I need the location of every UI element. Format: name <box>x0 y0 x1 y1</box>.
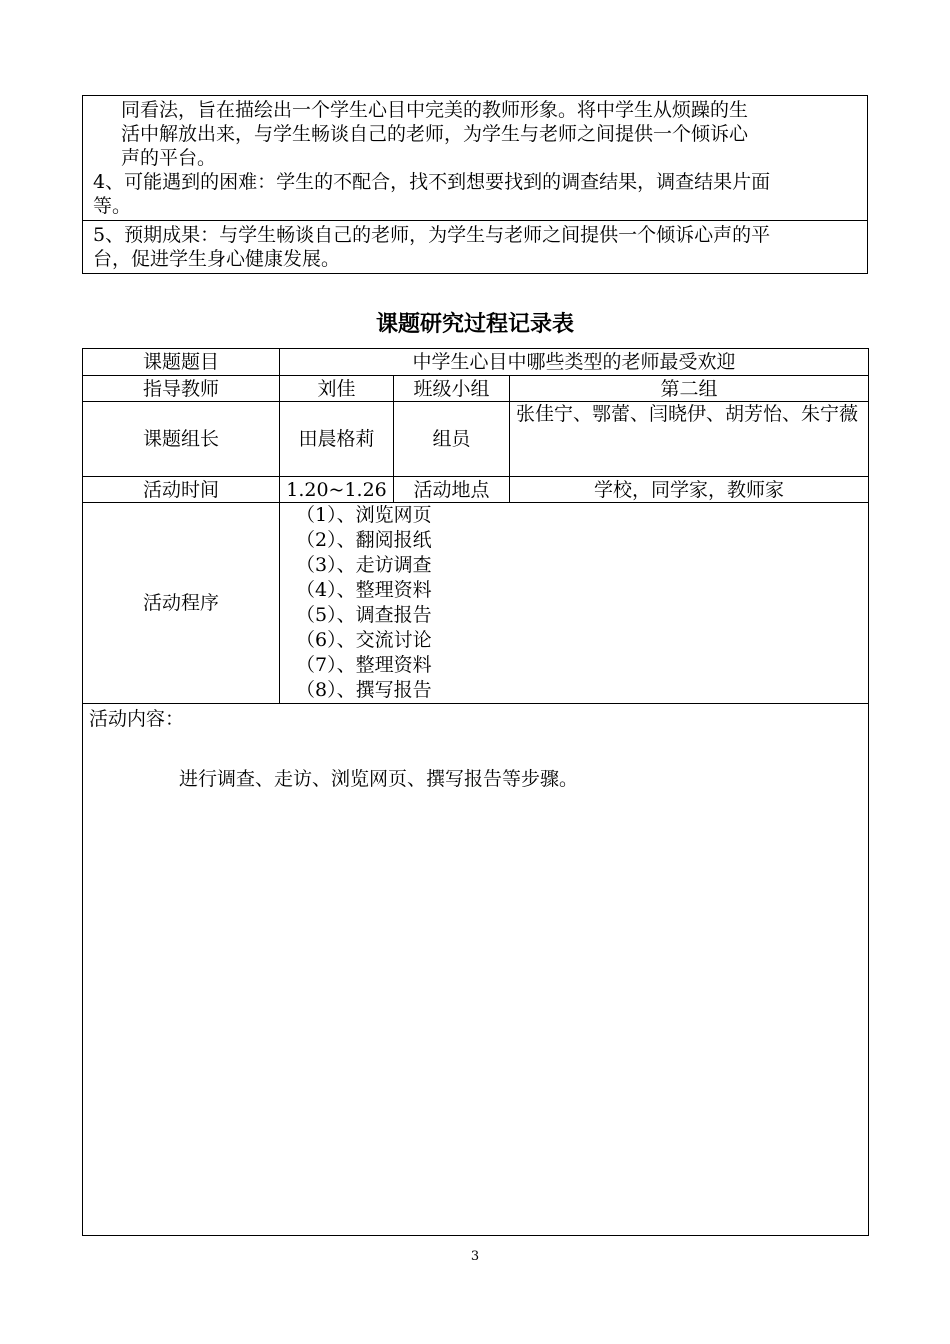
place-value: 学校，同学家，教师家 <box>510 477 869 503</box>
purpose-line-3: 声的平台。 <box>121 147 217 169</box>
procedure-step: （2）、翻阅报纸 <box>296 529 432 551</box>
group-label: 班级小组 <box>394 376 510 402</box>
topic-value: 中学生心目中哪些类型的老师最受欢迎 <box>280 349 869 376</box>
outcome-line-1: 5、预期成果：与学生畅谈自己的老师，为学生与老师之间提供一个倾诉心声的平 <box>93 224 771 246</box>
procedure-step: （7）、整理资料 <box>296 654 432 676</box>
time-place-row <box>83 477 869 503</box>
procedure-step: （6）、交流讨论 <box>296 629 432 651</box>
procedure-step: （3）、走访调查 <box>296 554 432 576</box>
purpose-continuation <box>83 96 867 220</box>
place-label: 活动地点 <box>394 477 510 503</box>
procedure-step: （8）、撰写报告 <box>296 679 432 701</box>
topic-label: 课题题目 <box>83 349 280 376</box>
members-value: 张佳宁、鄂蕾、闫晓伊、胡芳怡、朱宁薇 <box>510 402 869 477</box>
teacher-row <box>83 376 869 402</box>
page-number: 3 <box>470 1249 480 1264</box>
procedure-step: （5）、调查报告 <box>296 604 432 626</box>
purpose-line-2: 活中解放出来，与学生畅谈自己的老师，为学生与老师之间提供一个倾诉心 <box>121 123 749 145</box>
content-cell <box>83 704 869 1236</box>
difficulty-line-1: 4、可能遇到的困难：学生的不配合，找不到想要找到的调查结果，调查结果片面 <box>93 171 771 193</box>
leader-row <box>83 402 869 477</box>
members-label: 组员 <box>394 402 510 477</box>
outcome-line-2: 台，促进学生身心健康发展。 <box>93 248 341 270</box>
content-text: 进行调查、走访、浏览网页、撰写报告等步骤。 <box>179 768 579 790</box>
time-value: 1.20~1.26 <box>280 477 394 503</box>
research-record-table <box>82 348 869 1236</box>
leader-value: 田晨格莉 <box>280 402 394 477</box>
project-plan-continuation <box>82 95 868 274</box>
topic-row <box>83 349 869 376</box>
procedure-row <box>83 503 869 704</box>
procedure-cell <box>280 503 869 704</box>
content-label: 活动内容： <box>89 708 185 730</box>
procedure-label: 活动程序 <box>83 503 280 704</box>
expected-outcome <box>83 220 867 273</box>
purpose-line-1: 同看法，旨在描绘出一个学生心目中完美的教师形象。将中学生从烦躁的生 <box>121 99 749 121</box>
teacher-label: 指导教师 <box>83 376 280 402</box>
teacher-value: 刘佳 <box>280 376 394 402</box>
leader-label: 课题组长 <box>83 402 280 477</box>
procedure-step: （1）、浏览网页 <box>296 504 432 526</box>
group-value: 第二组 <box>510 376 869 402</box>
content-row <box>83 704 869 1236</box>
procedure-step: （4）、整理资料 <box>296 579 432 601</box>
time-label: 活动时间 <box>83 477 280 503</box>
procedure-list <box>286 503 862 703</box>
record-table-title: 课题研究过程记录表 <box>375 311 574 337</box>
difficulty-line-2: 等。 <box>93 195 132 217</box>
